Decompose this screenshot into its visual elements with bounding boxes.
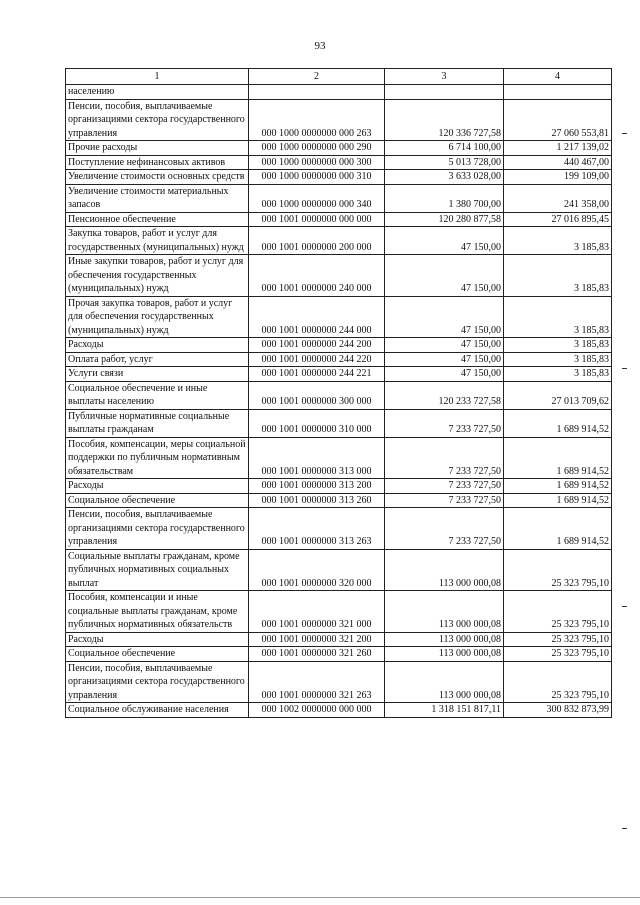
row-col4-cell xyxy=(504,85,612,100)
row-col3-cell: 47 150,00 xyxy=(385,338,504,353)
table-row xyxy=(66,437,612,479)
margin-mark xyxy=(622,828,627,829)
table-row xyxy=(66,352,612,367)
table-row xyxy=(66,99,612,141)
row-col4-cell: 25 323 795,10 xyxy=(504,647,612,662)
row-name-cell: Расходы xyxy=(66,632,249,647)
row-code-cell: 000 1000 0000000 000 290 xyxy=(249,141,385,156)
table-row xyxy=(66,155,612,170)
row-code-cell: 000 1001 0000000 240 000 xyxy=(249,255,385,297)
table-row xyxy=(66,227,612,255)
row-col3-cell: 6 714 100,00 xyxy=(385,141,504,156)
row-code-cell: 000 1001 0000000 000 000 xyxy=(249,212,385,227)
row-col3-cell: 7 233 727,50 xyxy=(385,437,504,479)
row-col4-cell: 25 323 795,10 xyxy=(504,661,612,703)
row-col3-cell: 113 000 000,08 xyxy=(385,549,504,591)
row-code-cell: 000 1001 0000000 244 220 xyxy=(249,352,385,367)
row-name-cell: Иные закупки товаров, работ и услуг для обеспечения государственных (муниципальных) нужд xyxy=(66,255,249,297)
row-code-cell: 000 1001 0000000 310 000 xyxy=(249,409,385,437)
column-header: 2 xyxy=(249,69,385,85)
row-col4-cell: 3 185,83 xyxy=(504,296,612,338)
row-name-cell: населению xyxy=(66,85,249,100)
table-row xyxy=(66,255,612,297)
row-name-cell: Пенсии, пособия, выплачиваемые организациями сектора государственного управления xyxy=(66,508,249,550)
row-code-cell: 000 1000 0000000 000 310 xyxy=(249,170,385,185)
row-name-cell: Социальные выплаты гражданам, кроме публичных нормативных социальных выплат xyxy=(66,549,249,591)
row-name-cell: Социальное обеспечение xyxy=(66,647,249,662)
row-code-cell: 000 1001 0000000 321 263 xyxy=(249,661,385,703)
row-col4-cell: 3 185,83 xyxy=(504,352,612,367)
row-name-cell: Пенсионное обеспечение xyxy=(66,212,249,227)
row-name-cell: Социальное обеспечение и иные выплаты населению xyxy=(66,381,249,409)
table-row xyxy=(66,409,612,437)
row-col4-cell: 27 016 895,45 xyxy=(504,212,612,227)
row-code-cell: 000 1001 0000000 313 000 xyxy=(249,437,385,479)
table-row xyxy=(66,184,612,212)
row-code-cell: 000 1001 0000000 300 000 xyxy=(249,381,385,409)
row-code-cell: 000 1001 0000000 200 000 xyxy=(249,227,385,255)
row-code-cell xyxy=(249,85,385,100)
row-col4-cell: 27 013 709,62 xyxy=(504,381,612,409)
row-col3-cell: 120 233 727,58 xyxy=(385,381,504,409)
row-name-cell: Услуги связи xyxy=(66,367,249,382)
table-row xyxy=(66,703,612,718)
row-name-cell: Расходы xyxy=(66,338,249,353)
row-code-cell: 000 1001 0000000 321 000 xyxy=(249,591,385,633)
row-col4-cell: 25 323 795,10 xyxy=(504,591,612,633)
row-col4-cell: 1 689 914,52 xyxy=(504,508,612,550)
row-code-cell: 000 1001 0000000 244 221 xyxy=(249,367,385,382)
row-col4-cell: 25 323 795,10 xyxy=(504,632,612,647)
table-row xyxy=(66,296,612,338)
row-col3-cell: 3 633 028,00 xyxy=(385,170,504,185)
row-col3-cell: 113 000 000,08 xyxy=(385,661,504,703)
row-name-cell: Публичные нормативные социальные выплаты гражданам xyxy=(66,409,249,437)
row-name-cell: Пособия, компенсации, меры социальной поддержки по публичным нормативным обязательствам xyxy=(66,437,249,479)
table-header-row xyxy=(66,69,612,85)
row-col3-cell: 120 280 877,58 xyxy=(385,212,504,227)
row-col4-cell: 1 217 139,02 xyxy=(504,141,612,156)
table-row xyxy=(66,661,612,703)
table-row xyxy=(66,591,612,633)
row-col4-cell: 3 185,83 xyxy=(504,227,612,255)
row-col4-cell: 300 832 873,99 xyxy=(504,703,612,718)
scan-edge-line xyxy=(0,897,640,898)
margin-mark xyxy=(622,133,627,134)
row-name-cell: Пенсии, пособия, выплачиваемые организациями сектора государственного управления xyxy=(66,99,249,141)
row-name-cell: Увеличение стоимости основных средств xyxy=(66,170,249,185)
row-code-cell: 000 1001 0000000 321 200 xyxy=(249,632,385,647)
row-name-cell: Социальное обеспечение xyxy=(66,493,249,508)
row-code-cell: 000 1001 0000000 320 000 xyxy=(249,549,385,591)
row-code-cell: 000 1001 0000000 244 200 xyxy=(249,338,385,353)
row-code-cell: 000 1001 0000000 313 263 xyxy=(249,508,385,550)
row-col4-cell: 3 185,83 xyxy=(504,338,612,353)
row-code-cell: 000 1000 0000000 000 300 xyxy=(249,155,385,170)
row-col3-cell: 113 000 000,08 xyxy=(385,632,504,647)
budget-table xyxy=(65,68,612,718)
column-header: 4 xyxy=(504,69,612,85)
page-number: 93 xyxy=(314,40,326,52)
row-col4-cell: 1 689 914,52 xyxy=(504,437,612,479)
margin-mark xyxy=(622,368,627,369)
row-name-cell: Пенсии, пособия, выплачиваемые организациями сектора государственного управления xyxy=(66,661,249,703)
row-col3-cell: 7 233 727,50 xyxy=(385,409,504,437)
table-row xyxy=(66,85,612,100)
row-col4-cell: 27 060 553,81 xyxy=(504,99,612,141)
row-name-cell: Увеличение стоимости материальных запасов xyxy=(66,184,249,212)
row-code-cell: 000 1001 0000000 313 200 xyxy=(249,479,385,494)
table-row xyxy=(66,141,612,156)
row-name-cell: Поступление нефинансовых активов xyxy=(66,155,249,170)
table-row xyxy=(66,508,612,550)
row-col3-cell: 7 233 727,50 xyxy=(385,479,504,494)
table-row xyxy=(66,381,612,409)
row-col3-cell: 5 013 728,00 xyxy=(385,155,504,170)
row-code-cell: 000 1000 0000000 000 263 xyxy=(249,99,385,141)
row-col4-cell: 1 689 914,52 xyxy=(504,479,612,494)
row-name-cell: Прочие расходы xyxy=(66,141,249,156)
row-name-cell: Прочая закупка товаров, работ и услуг для обеспечения государственных (муниципальных) нужд xyxy=(66,296,249,338)
row-col3-cell: 47 150,00 xyxy=(385,255,504,297)
row-col4-cell: 25 323 795,10 xyxy=(504,549,612,591)
row-col4-cell: 3 185,83 xyxy=(504,255,612,297)
row-name-cell: Расходы xyxy=(66,479,249,494)
row-col3-cell: 47 150,00 xyxy=(385,352,504,367)
row-col4-cell: 241 358,00 xyxy=(504,184,612,212)
row-col3-cell: 47 150,00 xyxy=(385,367,504,382)
table-row xyxy=(66,479,612,494)
table-row xyxy=(66,647,612,662)
row-code-cell: 000 1000 0000000 000 340 xyxy=(249,184,385,212)
table-row xyxy=(66,338,612,353)
table-row xyxy=(66,493,612,508)
row-col3-cell: 47 150,00 xyxy=(385,227,504,255)
row-name-cell: Закупка товаров, работ и услуг для государственных (муниципальных) нужд xyxy=(66,227,249,255)
row-name-cell: Оплата работ, услуг xyxy=(66,352,249,367)
table-row xyxy=(66,549,612,591)
row-col4-cell: 3 185,83 xyxy=(504,367,612,382)
column-header: 3 xyxy=(385,69,504,85)
row-col4-cell: 1 689 914,52 xyxy=(504,493,612,508)
row-code-cell: 000 1001 0000000 313 260 xyxy=(249,493,385,508)
table-row xyxy=(66,212,612,227)
row-code-cell: 000 1001 0000000 321 260 xyxy=(249,647,385,662)
row-col3-cell: 1 318 151 817,11 xyxy=(385,703,504,718)
row-col3-cell: 7 233 727,50 xyxy=(385,508,504,550)
row-name-cell: Пособия, компенсации и иные социальные выплаты гражданам, кроме публичных нормативных обязательств xyxy=(66,591,249,633)
row-col3-cell: 47 150,00 xyxy=(385,296,504,338)
table-body xyxy=(66,85,612,718)
row-col3-cell: 120 336 727,58 xyxy=(385,99,504,141)
row-col3-cell xyxy=(385,85,504,100)
row-col3-cell: 7 233 727,50 xyxy=(385,493,504,508)
row-code-cell: 000 1002 0000000 000 000 xyxy=(249,703,385,718)
table-row xyxy=(66,170,612,185)
row-col3-cell: 113 000 000,08 xyxy=(385,647,504,662)
table-row xyxy=(66,632,612,647)
table-row xyxy=(66,367,612,382)
row-code-cell: 000 1001 0000000 244 000 xyxy=(249,296,385,338)
row-col4-cell: 199 109,00 xyxy=(504,170,612,185)
column-header: 1 xyxy=(66,69,249,85)
row-col3-cell: 1 380 700,00 xyxy=(385,184,504,212)
row-col4-cell: 1 689 914,52 xyxy=(504,409,612,437)
margin-mark xyxy=(622,606,627,607)
row-col3-cell: 113 000 000,08 xyxy=(385,591,504,633)
row-col4-cell: 440 467,00 xyxy=(504,155,612,170)
row-name-cell: Социальное обслуживание населения xyxy=(66,703,249,718)
